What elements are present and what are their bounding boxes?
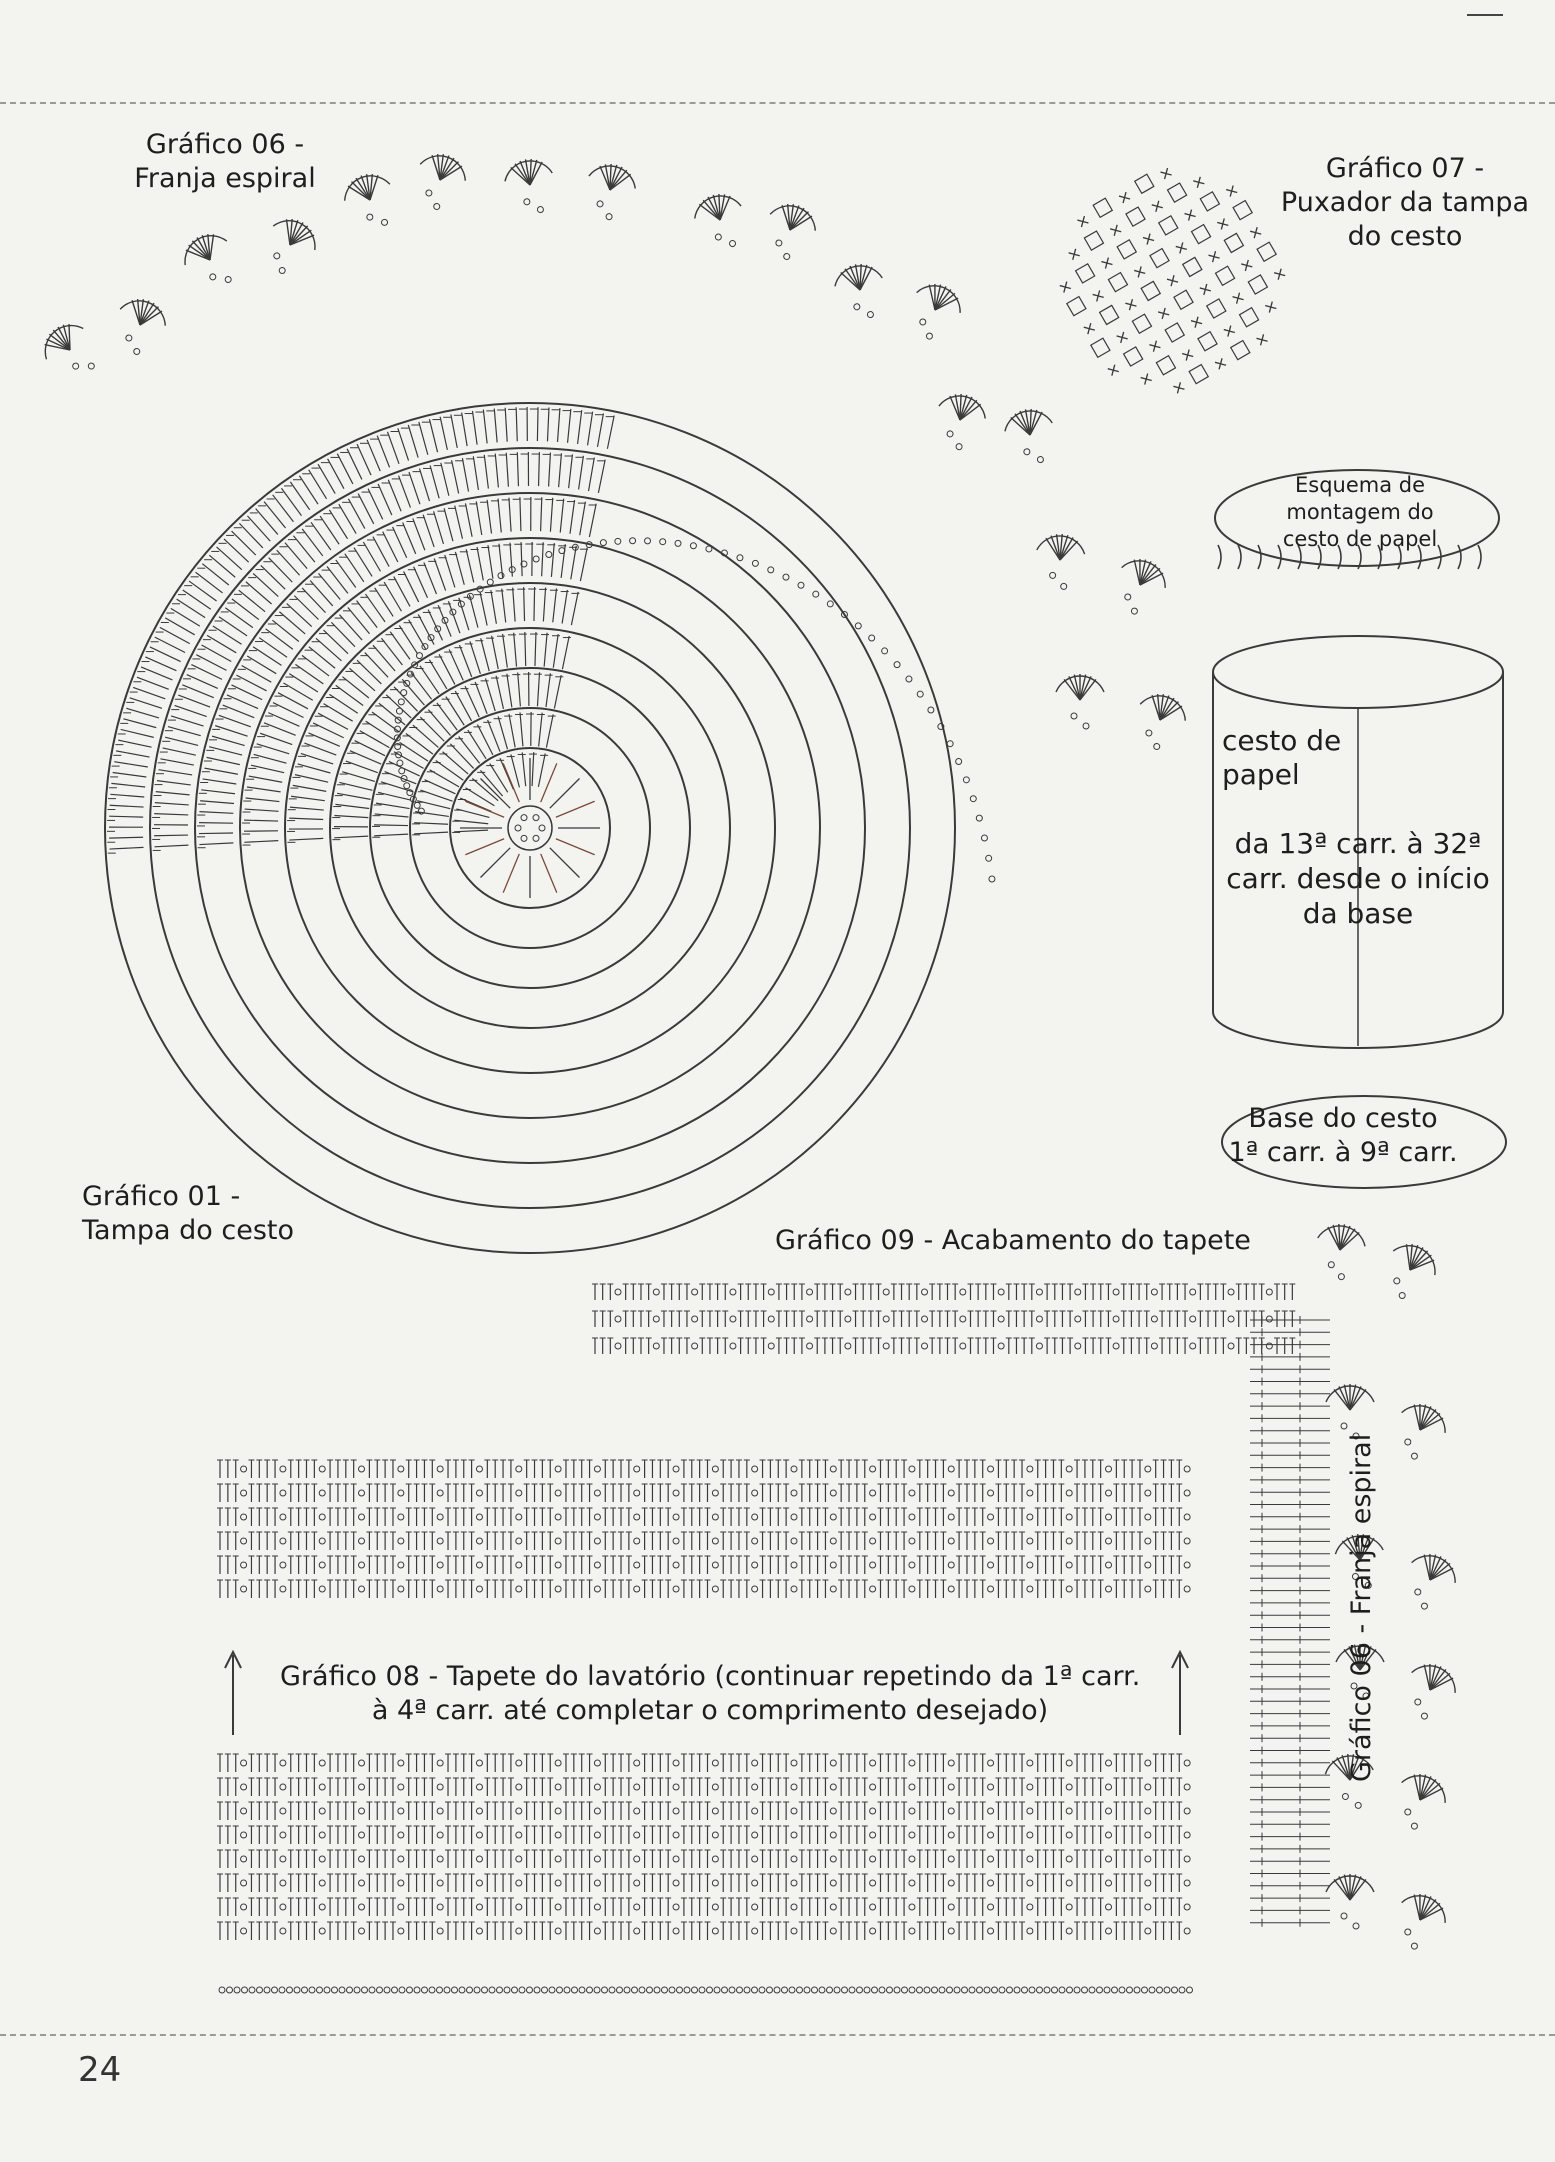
- svg-text:×: ×: [1078, 316, 1100, 340]
- svg-text:×: ×: [1128, 259, 1151, 284]
- spiral-shell-6: [408, 147, 472, 215]
- svg-text:×: ×: [1251, 327, 1273, 351]
- base-label: [1218, 1102, 1468, 1170]
- svg-text:×: ×: [1260, 295, 1282, 319]
- tapete-upper-rows: [217, 1460, 1190, 1598]
- side-shell-2: [1375, 1235, 1444, 1307]
- grafico-08-line1: Gráfico 08 - Tapete do lavatório (continuar repetindo da 1ª carr.: [280, 1661, 1141, 1692]
- svg-text:×: ×: [1063, 242, 1085, 266]
- side-shell-6: [1396, 1546, 1463, 1616]
- side-shell-12: [1386, 1886, 1453, 1956]
- grafico-06-side-label: Gráfico 06 - Franja espiral: [1346, 1433, 1377, 1782]
- spiral-shell-13: [929, 389, 990, 455]
- svg-text:×: ×: [1072, 209, 1094, 233]
- grafico-07-line2: Puxador da tampa: [1280, 187, 1530, 218]
- tampa-center: [460, 758, 600, 898]
- svg-text:×: ×: [1194, 277, 1216, 301]
- base-line2: 1ª carr. à 9ª carr.: [1228, 1137, 1458, 1168]
- svg-text:×: ×: [1054, 275, 1076, 299]
- base-line1: Base do cesto: [1248, 1103, 1438, 1134]
- side-shell-1: [1311, 1220, 1368, 1282]
- svg-text:×: ×: [1104, 218, 1127, 242]
- grafico-08-line2: à 4ª carr. até completar o comprimento desejado): [371, 1695, 1049, 1726]
- spiral-shell-3: [176, 225, 245, 297]
- svg-text:×: ×: [1179, 203, 1201, 227]
- acabamento-side-column: [1250, 1316, 1330, 1927]
- spiral-shell-10: [758, 197, 822, 265]
- grafico-01-label: [82, 1180, 294, 1248]
- side-shell-4: [1386, 1396, 1453, 1466]
- spiral-shell-7: [502, 155, 559, 217]
- grafico-06-line2: Franja espiral: [134, 163, 316, 194]
- side-shell-10: [1386, 1766, 1453, 1836]
- svg-text:×: ×: [1170, 235, 1192, 260]
- svg-text:×: ×: [1135, 367, 1157, 391]
- grafico-08-label: [280, 1660, 1140, 1728]
- svg-text:×: ×: [1161, 268, 1183, 292]
- svg-text:×: ×: [1102, 358, 1124, 382]
- grafico-06-line1: Gráfico 06 -: [145, 129, 305, 160]
- spiral-shell-17: [1056, 674, 1104, 729]
- tampa-stitch-fan: [107, 407, 614, 853]
- page-number: 24: [78, 2050, 122, 2090]
- svg-text:×: ×: [1268, 262, 1290, 286]
- spiral-shell-16: [1106, 551, 1173, 621]
- spiral-shell-2: [108, 292, 172, 360]
- spiral-shell-15: [1034, 532, 1087, 591]
- side-shell-11: [1326, 1874, 1374, 1929]
- spiral-shell-4: [255, 210, 324, 282]
- grafico-07-label: [1280, 152, 1530, 254]
- esquema-line2: montagem do: [1286, 500, 1434, 524]
- spiral-shell-1: [35, 315, 107, 388]
- grafico-06-top-label: [120, 128, 330, 196]
- esquema-line3: cesto de papel: [1282, 527, 1438, 551]
- svg-text:×: ×: [1155, 161, 1177, 185]
- grafico-07-line3: do cesto: [1347, 221, 1463, 252]
- grafico-09-label: Gráfico 09 - Acabamento do tapete: [775, 1225, 1251, 1256]
- spiral-shell-14: [1002, 405, 1059, 467]
- grafico-07-line1: Gráfico 07 -: [1325, 153, 1485, 184]
- svg-text:×: ×: [1203, 244, 1225, 268]
- svg-text:×: ×: [1185, 310, 1207, 334]
- spiral-shell-5: [339, 167, 403, 235]
- svg-text:×: ×: [1188, 170, 1210, 194]
- acabamento-rows: [592, 1284, 1295, 1354]
- svg-text:×: ×: [1144, 334, 1166, 358]
- carr-range-line2: carr. desde o início: [1226, 862, 1490, 895]
- arrow-up-icon: [1172, 1652, 1188, 1735]
- grafico-01-line2: Tampa do cesto: [82, 1215, 295, 1246]
- svg-text:×: ×: [1218, 319, 1240, 343]
- cylinder-top: [1213, 636, 1503, 708]
- tampa-rings: [105, 403, 955, 1253]
- carr-range-line1: da 13ª carr. à 32ª: [1234, 827, 1482, 860]
- spiral-shell-18: [1128, 687, 1192, 755]
- svg-text:×: ×: [1227, 286, 1249, 310]
- svg-text:×: ×: [1209, 351, 1231, 375]
- spiral-shell-12: [901, 276, 968, 346]
- cesto-line2: papel: [1222, 758, 1300, 791]
- puxador-diagram: [1030, 137, 1314, 423]
- grafico-01-line1: Gráfico 01 -: [82, 1181, 241, 1212]
- arrow-up-icon: [225, 1652, 241, 1735]
- svg-text:×: ×: [1152, 301, 1175, 325]
- svg-text:×: ×: [1220, 179, 1242, 203]
- svg-text:×: ×: [1113, 185, 1135, 209]
- svg-text:×: ×: [1212, 211, 1234, 236]
- spiral-shell-11: [832, 260, 889, 322]
- cesto-label: [1222, 724, 1341, 792]
- side-shell-8: [1396, 1656, 1463, 1726]
- svg-text:×: ×: [1236, 253, 1258, 277]
- esquema-label: [1245, 472, 1475, 553]
- svg-text:×: ×: [1137, 227, 1159, 251]
- svg-text:×: ×: [1096, 251, 1118, 275]
- svg-text:×: ×: [1244, 220, 1266, 244]
- svg-text:×: ×: [1120, 292, 1142, 316]
- tapete-lower-rows: [217, 1754, 1193, 1993]
- cesto-line1: cesto de: [1222, 724, 1342, 757]
- svg-text:×: ×: [1146, 194, 1168, 218]
- spiral-shell-8: [579, 159, 640, 225]
- svg-text:×: ×: [1087, 283, 1109, 308]
- carr-range-label: [1218, 826, 1498, 931]
- carr-range-line3: da base: [1302, 897, 1414, 930]
- svg-text:×: ×: [1176, 343, 1199, 367]
- svg-text:×: ×: [1111, 325, 1133, 349]
- spiral-shell-9: [690, 189, 751, 255]
- esquema-line1: Esquema de: [1294, 473, 1426, 497]
- svg-text:×: ×: [1168, 375, 1190, 399]
